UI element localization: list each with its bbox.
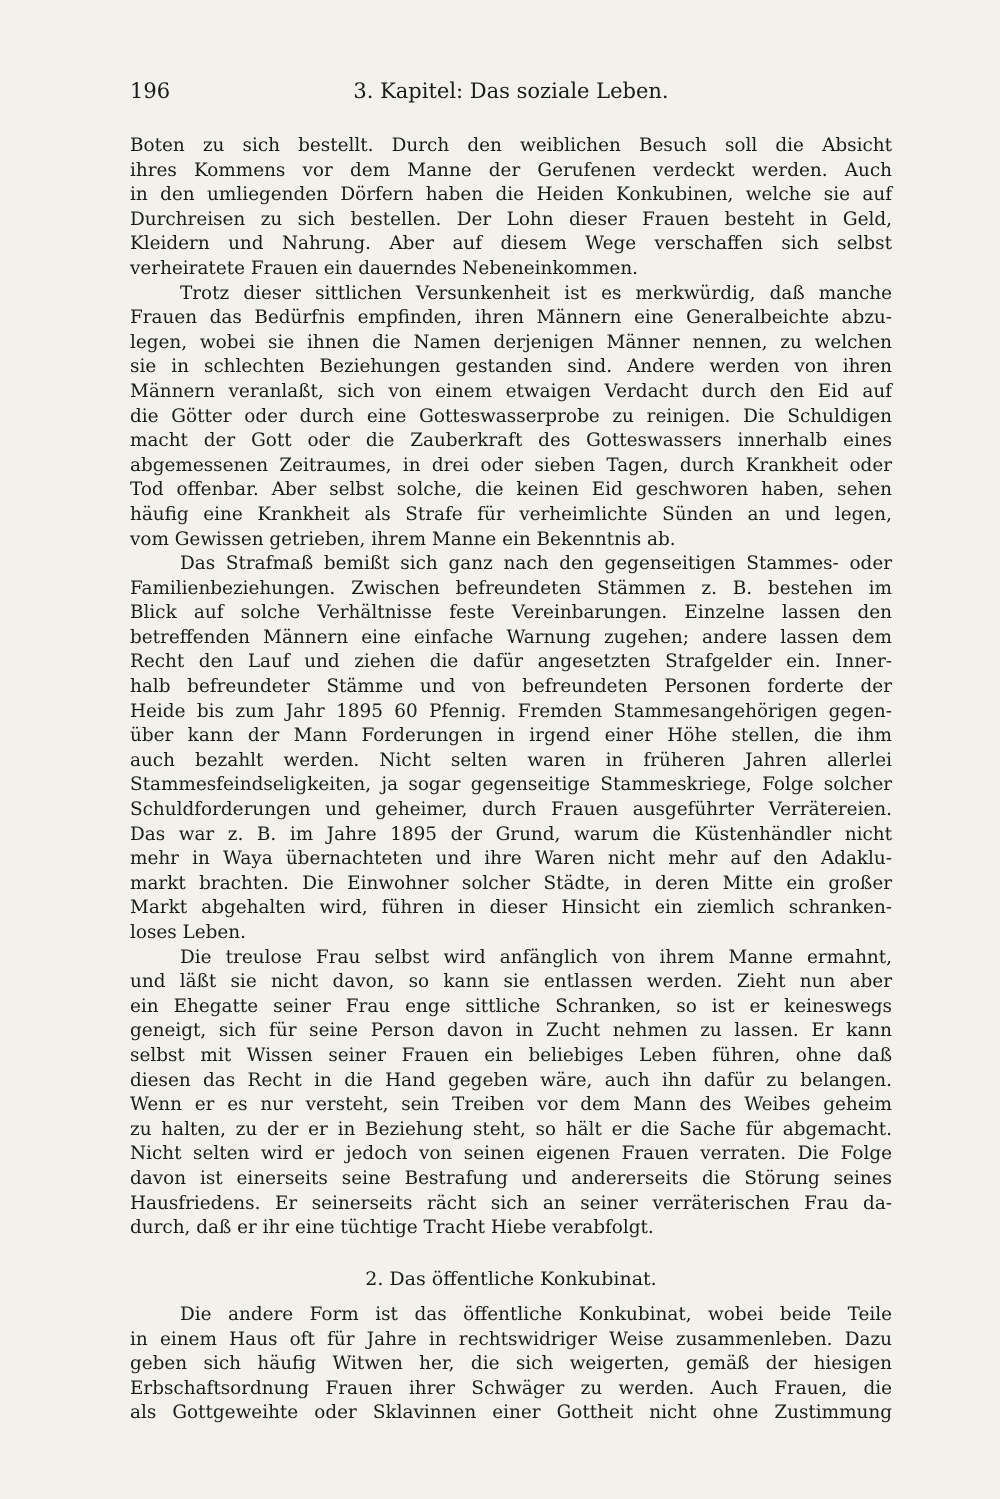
section-heading: 2. Das öffentliche Konkubinat. (365, 1268, 657, 1290)
text-line: Frauen das Bedürfnis empfinden, ihren Männern eine Generalbeichte abzu- (130, 307, 892, 329)
text-line: häufig eine Krankheit als Strafe für verheimlichte Sünden an und legen, (130, 503, 892, 525)
text-line: durch, daß er ihr eine tüchtige Tracht Hiebe verabfolgt. (130, 1217, 654, 1239)
text-line: Trotz dieser sittlichen Versunkenheit ist es merkwürdig, daß manche (180, 282, 892, 304)
text-line: Die andere Form ist das öffentliche Konkubinat, wobei beide Teile (180, 1304, 892, 1325)
text-line: Das war z. B. im Jahre 1895 der Grund, warum die Küstenhändler nicht (130, 823, 892, 845)
body-text-bottom (130, 1303, 892, 1426)
text-line: vom Gewissen getrieben, ihrem Manne ein Bekenntnis ab. (130, 528, 676, 550)
text-line: ihres Kommens vor dem Manne der Gerufenen verdeckt werden. Auch (130, 159, 892, 181)
text-line: Recht den Lauf und ziehen die dafür angesetzten Strafgelder ein. Inner- (130, 651, 892, 673)
text-line: macht der Gott oder die Zauberkraft des Gotteswassers innerhalb eines (130, 430, 892, 452)
text-line: die Götter oder durch eine Gotteswasserprobe zu reinigen. Die Schuldigen (130, 405, 892, 427)
text-line: Durchreisen zu sich bestellen. Der Lohn dieser Frauen besteht in Geld, (130, 208, 892, 230)
text-line: legen, wobei sie ihnen die Namen derjenigen Männer nennen, zu welchen (130, 331, 892, 353)
text-line: geneigt, sich für seine Person davon in Zucht nehmen zu lassen. Er kann (130, 1020, 892, 1042)
body-text-top (130, 134, 892, 1241)
text-line: Kleidern und Nahrung. Aber auf diesem Wege verschaffen sich selbst (130, 233, 892, 255)
text-line: Blick auf solche Verhältnisse feste Vereinbarungen. Einzelne lassen den (130, 602, 892, 624)
text-line: Markt abgehalten wird, führen in dieser Hinsicht ein ziemlich schranken- (130, 897, 892, 919)
text-line: abgemessenen Zeitraumes, in drei oder sieben Tagen, durch Krankheit oder (130, 454, 892, 476)
text-line: Schuldforderungen und geheimer, durch Frauen ausgeführter Verrätereien. (130, 799, 892, 821)
text-line: verheiratete Frauen ein dauerndes Nebeneinkommen. (130, 257, 639, 279)
page-number: 196 (130, 79, 171, 103)
text-line: loses Leben. (130, 922, 247, 943)
text-line: Erbschaftsordnung Frauen ihrer Schwäger zu werden. Auch Frauen, die (130, 1377, 892, 1399)
text-line: davon ist einerseits seine Bestrafung und andererseits die Störung seines (130, 1167, 892, 1189)
running-title: 3. Kapitel: Das soziale Leben. (353, 79, 669, 103)
text-line: diesen das Recht in die Hand gegeben wäre, auch ihn dafür zu belangen. (130, 1069, 892, 1091)
text-line: Heide bis zum Jahr 1895 60 Pfennig. Fremden Stammesangehörigen gegen- (130, 700, 892, 722)
page-header (130, 76, 892, 106)
text-line: ein Ehegatte seiner Frau enge sittliche Schranken, so ist er keineswegs (130, 995, 892, 1017)
text-line: halb befreundeter Stämme und von befreundeten Personen forderte der (130, 676, 892, 698)
text-line: Wenn er es nur versteht, sein Treiben vor dem Mann des Weibes geheim (130, 1094, 892, 1116)
text-line: Stammesfeindseligkeiten, ja sogar gegenseitige Stammeskriege, Folge solcher (130, 774, 892, 796)
text-line: über kann der Mann Forderungen in irgend einer Höhe stellen, die ihm (130, 725, 892, 747)
text-line: markt brachten. Die Einwohner solcher Städte, in deren Mitte ein großer (130, 872, 892, 894)
text-line: Tod offenbar. Aber selbst solche, die keinen Eid geschworen haben, sehen (130, 479, 892, 501)
text-line: auch bezahlt werden. Nicht selten waren in früheren Jahren allerlei (130, 749, 892, 771)
text-line: Familienbeziehungen. Zwischen befreundeten Stämmen z. B. bestehen im (130, 577, 892, 599)
text-line: betreffenden Männern eine einfache Warnung zugehen; andere lassen dem (130, 626, 892, 648)
text-line: Das Strafmaß bemißt sich ganz nach den gegenseitigen Stammes- oder (180, 553, 892, 575)
text-line: Hausfriedens. Er seinerseits rächt sich an seiner verräterischen Frau da- (130, 1192, 892, 1214)
text-line: Die treulose Frau selbst wird anfänglich von ihrem Manne ermahnt, (180, 946, 892, 968)
text-line: sie in schlechten Beziehungen gestanden sind. Andere werden von ihren (130, 356, 892, 378)
text-line: Nicht selten wird er jedoch von seinen eigenen Frauen verraten. Die Folge (130, 1143, 892, 1165)
text-line: zu halten, zu der er in Beziehung steht, so hält er die Sache für abgemacht. (130, 1118, 892, 1140)
text-line: Männern veranlaßt, sich von einem etwaigen Verdacht durch den Eid auf (130, 380, 892, 402)
text-line: in den umliegenden Dörfern haben die Heiden Konkubinen, welche sie auf (130, 184, 892, 206)
text-line: Boten zu sich bestellt. Durch den weiblichen Besuch soll die Absicht (130, 135, 892, 156)
text-line: als Gottgeweihte oder Sklavinnen einer Gottheit nicht ohne Zustimmung (130, 1402, 892, 1424)
text-line: mehr in Waya übernachteten und ihre Waren nicht mehr auf den Adaklu- (130, 848, 892, 870)
text-line: geben sich häufig Witwen her, die sich weigerten, gemäß der hiesigen (130, 1353, 892, 1375)
text-line: in einem Haus oft für Jahre in rechtswidriger Weise zusammenleben. Dazu (130, 1328, 892, 1350)
text-line: selbst mit Wissen seiner Frauen ein beliebiges Leben führen, ohne daß (130, 1044, 892, 1066)
text-line: und läßt sie nicht davon, so kann sie entlassen werden. Zieht nun aber (130, 971, 892, 993)
